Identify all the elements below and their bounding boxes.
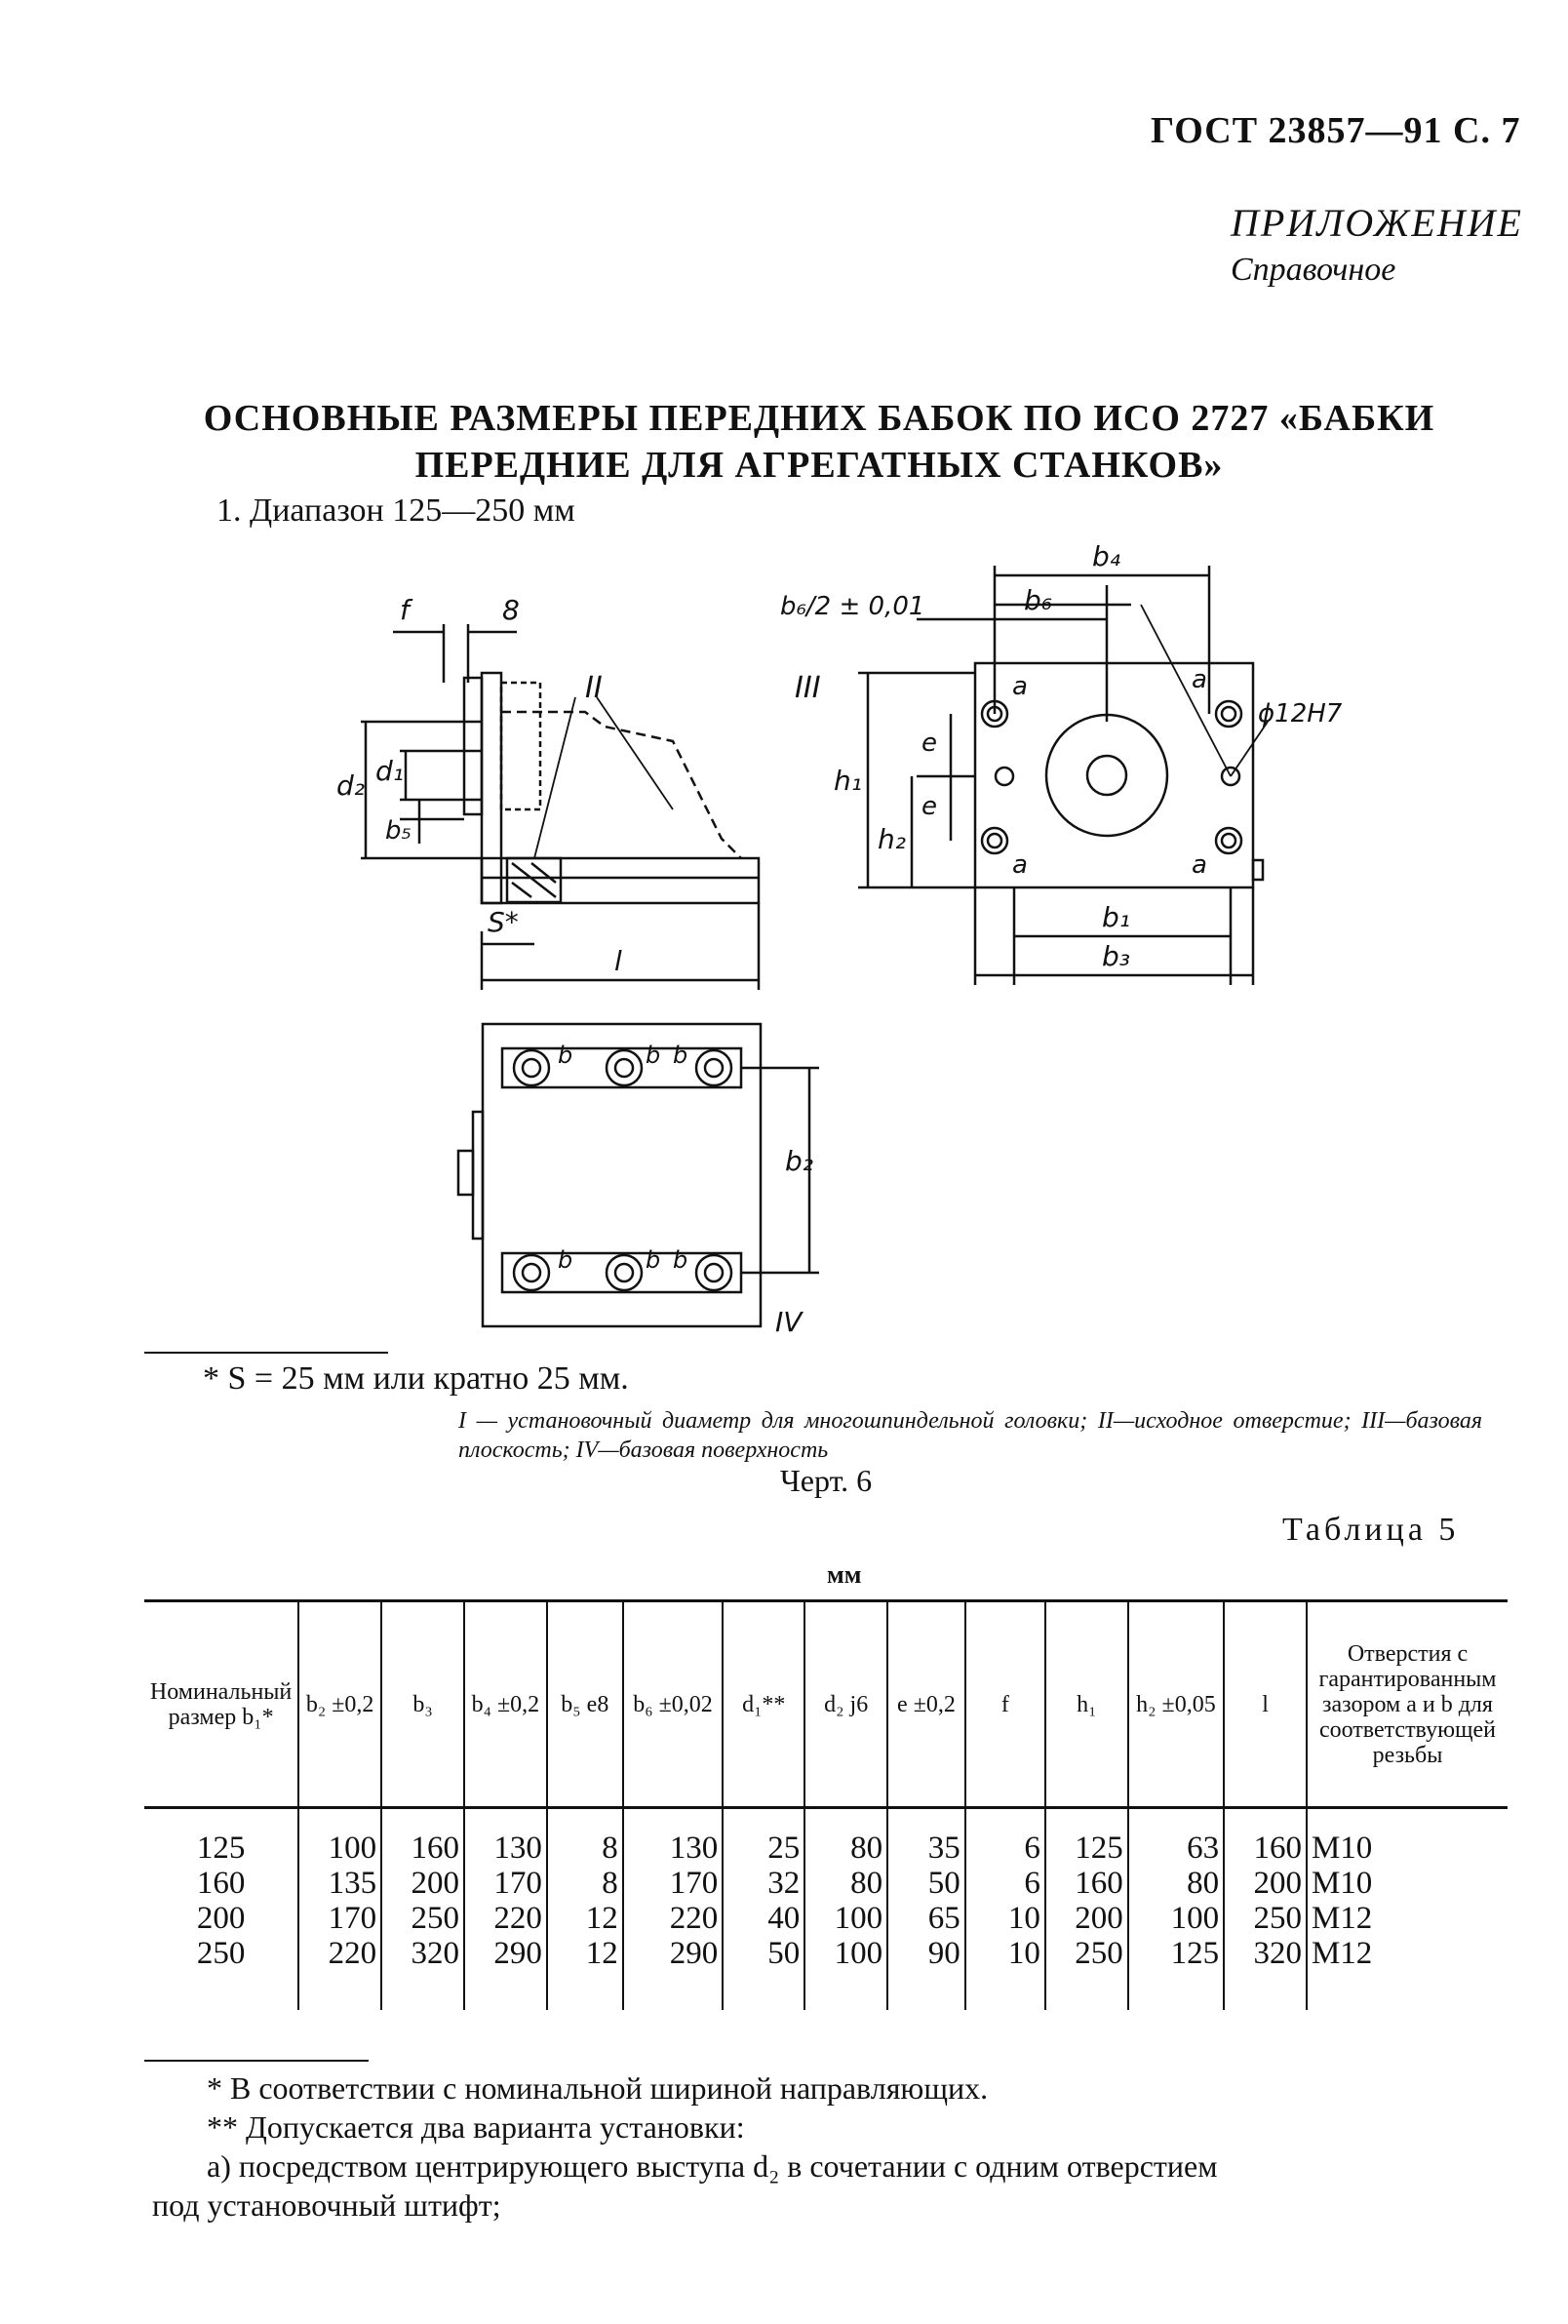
- label-d2: d₂: [336, 769, 365, 802]
- cell: 135: [298, 1866, 381, 1901]
- col-header: e ±0,2: [887, 1601, 965, 1808]
- label-b-6: b: [673, 1246, 688, 1274]
- cell: 65: [887, 1901, 965, 1936]
- cell: 250: [196, 1936, 246, 1971]
- footnote-a-line1: а) посредством центрирующего выступа d₂ в сочетании с одним отверстием: [207, 2148, 1218, 2184]
- front-view: [780, 540, 1343, 985]
- label-a4: a: [1192, 850, 1207, 880]
- side-view: [336, 594, 759, 990]
- cell: 250: [1224, 1901, 1307, 1936]
- label-d1: d₁: [375, 755, 404, 787]
- label-e1: e: [921, 729, 937, 758]
- cell: 250: [1045, 1936, 1128, 1971]
- cell: 160: [1224, 1831, 1307, 1866]
- label-s: S*: [488, 906, 519, 938]
- cell: 50: [887, 1866, 965, 1901]
- label-a3: a: [1012, 850, 1028, 880]
- cell: 250: [381, 1901, 464, 1936]
- cell: 220: [464, 1901, 547, 1936]
- cell: 100: [1128, 1901, 1224, 1936]
- table-row: [144, 1936, 1508, 1971]
- cell: M10: [1307, 1866, 1508, 1901]
- cell: 160: [196, 1866, 246, 1901]
- table-name: Таблица 5: [1282, 1512, 1460, 1548]
- cell: 290: [623, 1936, 723, 1971]
- label-f: f: [400, 594, 410, 626]
- label-b2: b₂: [785, 1145, 813, 1177]
- appendix-subtitle: Справочное: [1231, 252, 1396, 288]
- label-a1: a: [1012, 672, 1028, 701]
- table-footnote-separator: [144, 2060, 369, 2062]
- main-title: ОСНОВНЫЕ РАЗМЕРЫ ПЕРЕДНИХ БАБОК ПО ИСО 2727 «БАБКИ ПЕРЕДНИЕ ДЛЯ АГРЕГАТНЫХ СТАНКОВ»: [203, 398, 1435, 486]
- table-row: [144, 1866, 1508, 1901]
- label-h2: h₂: [878, 823, 906, 855]
- cell: 10: [965, 1901, 1045, 1936]
- table-units: мм: [827, 1560, 862, 1589]
- cell: 220: [298, 1936, 381, 1971]
- cell: 200: [381, 1866, 464, 1901]
- label-II: II: [585, 671, 603, 705]
- cell: 80: [1128, 1866, 1224, 1901]
- cell: M10: [1307, 1831, 1508, 1866]
- table-header-row: [144, 1601, 1508, 1808]
- cell: 25: [723, 1831, 804, 1866]
- col-header: b₂ ±0,2: [298, 1601, 381, 1808]
- label-phi12h7: ϕ12H7: [1258, 699, 1343, 729]
- label-b1: b₁: [1102, 901, 1130, 933]
- footnote-1: * В соответствии с номинальной шириной направляющих.: [207, 2070, 989, 2106]
- cell: 130: [464, 1831, 547, 1866]
- cell: 8: [547, 1831, 623, 1866]
- plan-view: [458, 1024, 819, 1338]
- col-header: f: [965, 1601, 1045, 1808]
- col-header: Отверстия с гарантированным зазором a и b для соответствующей резьбы: [1307, 1601, 1508, 1808]
- cell: 6: [965, 1831, 1045, 1866]
- section-heading: 1. Диапазон 125—250 мм: [216, 492, 575, 529]
- cell: M12: [1307, 1936, 1508, 1971]
- footnote-separator: [144, 1352, 388, 1354]
- cell: 220: [623, 1901, 723, 1936]
- cell: 63: [1128, 1831, 1224, 1866]
- cell: 130: [623, 1831, 723, 1866]
- cell: 125: [196, 1831, 246, 1866]
- label-b-5: b: [646, 1246, 661, 1274]
- label-III: III: [795, 671, 821, 705]
- footnote-2: ** Допускается два варианта установки:: [207, 2109, 745, 2145]
- label-a2: a: [1192, 665, 1207, 694]
- cell: 12: [547, 1901, 623, 1936]
- cell: 200: [196, 1901, 246, 1936]
- label-b6-half: b₆/2 ± 0,01: [780, 592, 925, 621]
- label-b6: b₆: [1024, 584, 1052, 616]
- label-h1: h₁: [834, 765, 862, 797]
- cell: 80: [804, 1866, 887, 1901]
- col-header: Номинальный размер b₁*: [144, 1601, 298, 1808]
- cell: 170: [298, 1901, 381, 1936]
- cell: 100: [804, 1901, 887, 1936]
- cell: 80: [804, 1831, 887, 1866]
- col-header: h₁: [1045, 1601, 1128, 1808]
- table-row: [144, 1901, 1508, 1936]
- col-header: d₁**: [723, 1601, 804, 1808]
- appendix-title: ПРИЛОЖЕНИЕ: [1231, 201, 1523, 245]
- col-header: b₃: [381, 1601, 464, 1808]
- cell: 40: [723, 1901, 804, 1936]
- label-8: 8: [502, 594, 520, 626]
- label-IV: IV: [775, 1306, 803, 1338]
- col-header: h₂ ±0,05: [1128, 1601, 1224, 1808]
- cell: 50: [723, 1936, 804, 1971]
- label-e2: e: [921, 792, 937, 821]
- cell: 160: [381, 1831, 464, 1866]
- cell: 32: [723, 1866, 804, 1901]
- cell: 100: [298, 1831, 381, 1866]
- col-header: d₂ j6: [804, 1601, 887, 1808]
- col-header: b₄ ±0,2: [464, 1601, 547, 1808]
- label-b-2: b: [646, 1042, 661, 1069]
- cell: 35: [887, 1831, 965, 1866]
- col-header: b₅ e8: [547, 1601, 623, 1808]
- cell: 6: [965, 1866, 1045, 1901]
- label-b-1: b: [558, 1042, 573, 1069]
- drawing-legend: I — установочный диаметр для многошпиндельной головки; II—исходное отверстие; III—базовая плоскость; IV—базовая поверхность: [458, 1408, 1482, 1463]
- drawing-footnote: * S = 25 мм или кратно 25 мм.: [203, 1360, 629, 1397]
- label-b5: b₅: [385, 816, 412, 846]
- cell: 320: [1224, 1936, 1307, 1971]
- label-b3: b₃: [1102, 940, 1130, 972]
- cell: 8: [547, 1866, 623, 1901]
- label-b-3: b: [673, 1042, 688, 1069]
- cell: 10: [965, 1936, 1045, 1971]
- cell: 125: [1128, 1936, 1224, 1971]
- cell: 160: [1045, 1866, 1128, 1901]
- cell: 320: [381, 1936, 464, 1971]
- label-b4: b₄: [1092, 540, 1120, 572]
- cell: 170: [623, 1866, 723, 1901]
- dimensions-table: [144, 1599, 1508, 2010]
- col-header: l: [1224, 1601, 1307, 1808]
- cell: 290: [464, 1936, 547, 1971]
- label-b-4: b: [558, 1246, 573, 1274]
- cell: 90: [887, 1936, 965, 1971]
- figure-caption: Черт. 6: [780, 1463, 873, 1498]
- cell: M12: [1307, 1901, 1508, 1936]
- document-header: ГОСТ 23857—91 С. 7: [1151, 110, 1521, 151]
- cell: 100: [804, 1936, 887, 1971]
- cell: 125: [1045, 1831, 1128, 1866]
- col-header: b₆ ±0,02: [623, 1601, 723, 1808]
- cell: 170: [464, 1866, 547, 1901]
- footnote-a-line2: под установочный штифт;: [152, 2187, 501, 2223]
- label-l: l: [614, 945, 622, 977]
- cell: 200: [1224, 1866, 1307, 1901]
- cell: 12: [547, 1936, 623, 1971]
- table-row: [144, 1831, 1508, 1866]
- cell: 200: [1045, 1901, 1128, 1936]
